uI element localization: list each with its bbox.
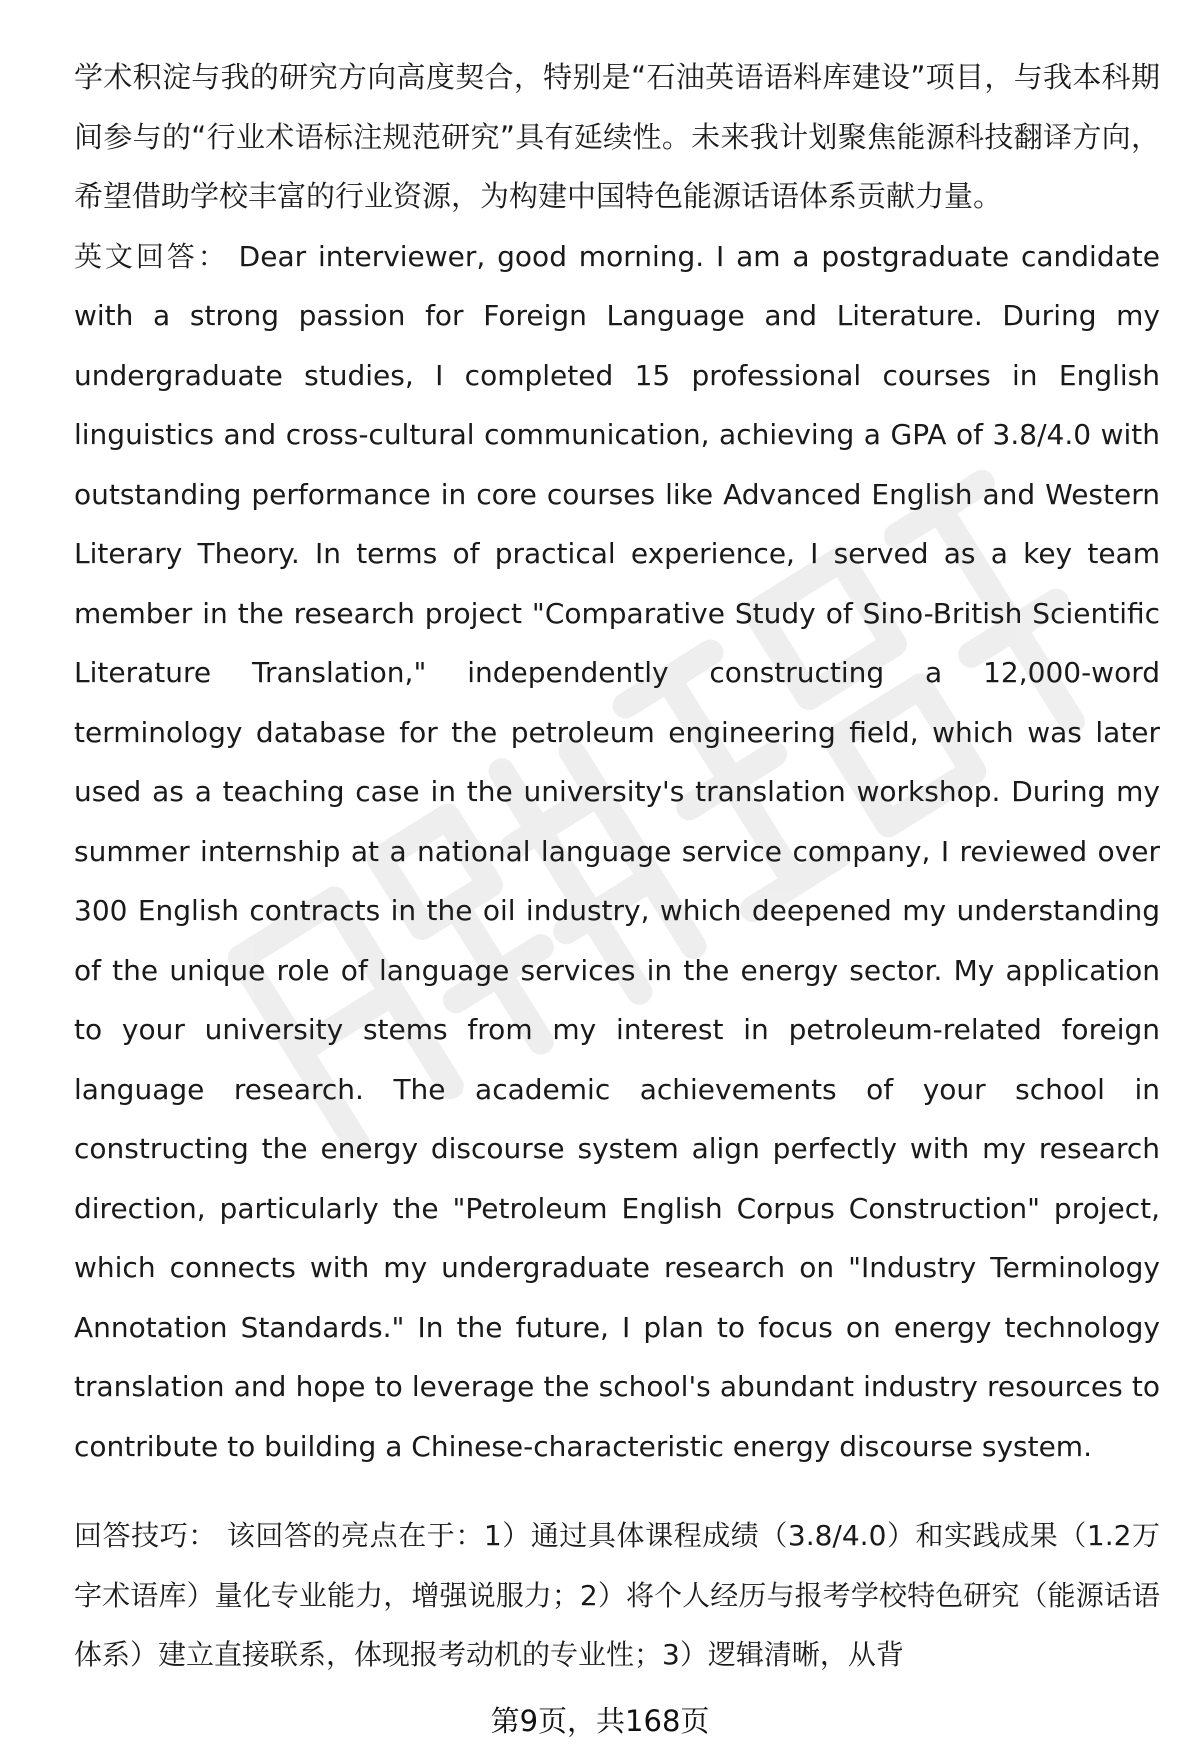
english-answer-text: Dear interviewer, good morning. I am a postgraduate candidate with a strong passion for Foreign Language and Literature. During my undergraduate studies, I completed 15 professional courses in English linguistics and cross-cultural communication, achieving a GPA of 3.8/4.0 with outstanding performance in core courses like Advanced English and Western Literary Theory. In terms of practical experience, I served as a key team member in the research project "Comparative Study of Sino-British Scientific Literature Translation," independently constructing a 12,000-word terminology database for the petroleum engineering field, which was later used as a teaching case in the university's translation workshop. During my summer internship at a national language service company, I reviewed over 300 English contracts in the oil industry, which deepened my understanding of the unique role of language services in the energy sector. My application to your university stems from my interest in petroleum-related foreign language research. The academic achievements of your school in constructing the energy discourse system align perfectly with my research direction, particularly the "Petroleum English Corpus Construction" project, which connects with my undergraduate research on "Industry Terminology Annotation Standards." In the future, I plan to focus on energy technology translation and hope to leverage the school's abundant industry resources to contribute to building a Chinese-characteristic energy discourse system. (74, 239, 1160, 1463)
answer-tips-paragraph (74, 1506, 1160, 1685)
english-answer-paragraph (74, 227, 1160, 1477)
answer-tips-label: 回答技巧： (74, 1519, 217, 1552)
document-body (74, 48, 1160, 1476)
english-answer-label: 英文回答： (74, 239, 229, 273)
chinese-answer-continuation: 学术积淀与我的研究方向高度契合，特别是“石油英语语料库建设”项目，与我本科期间参与的“行业术语标注规范研究”具有延续性。未来我计划聚焦能源科技翻译方向，希望借助学校丰富的行业资源，为构建中国特色能源话语体系贡献力量。 (74, 60, 1160, 213)
page-number-footer: 第9页，共168页 (490, 1704, 710, 1738)
answer-tips-text: 该回答的亮点在于：1）通过具体课程成绩（3.8/4.0）和实践成果（1.2万字术语库）量化专业能力，增强说服力；2）将个人经历与报考学校特色研究（能源话语体系）建立直接联系，体现报考动机的专业性；3）逻辑清晰，从背 (74, 1519, 1160, 1671)
